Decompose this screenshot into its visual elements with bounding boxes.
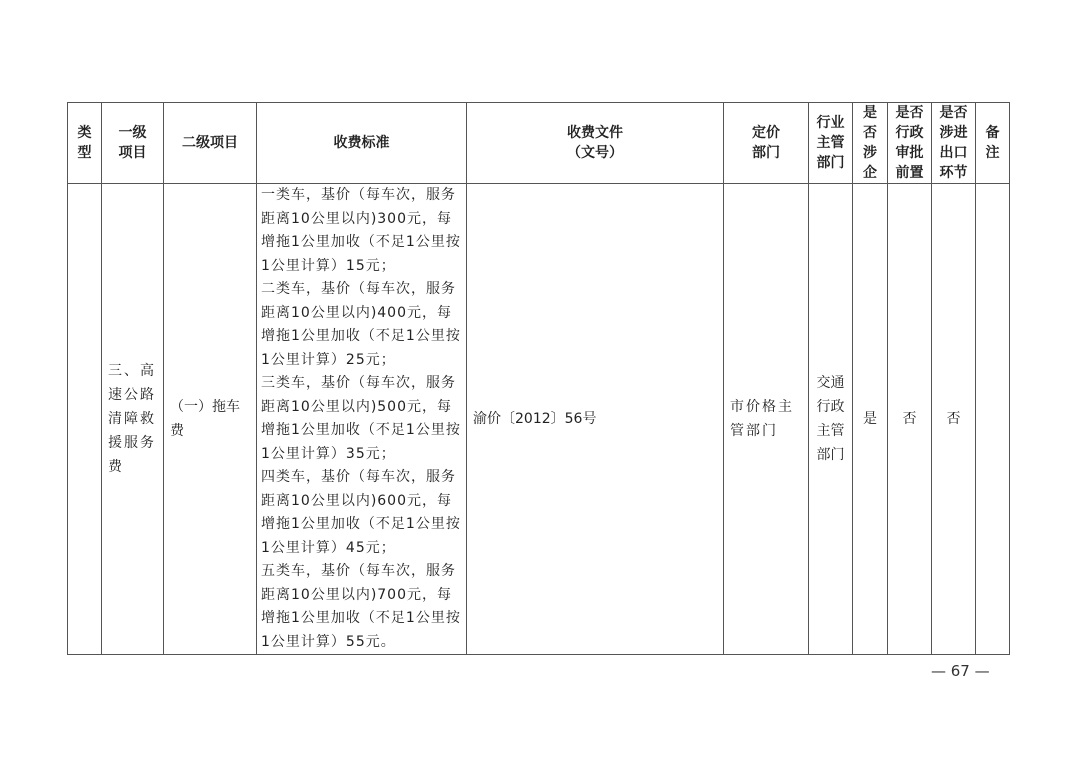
cell-industry-dept: 交通行政主管部门 (809, 184, 853, 655)
header-admin-approval: 是否 行政 审批 前置 (888, 103, 932, 184)
cell-admin-approval: 否 (888, 184, 932, 655)
header-row (68, 103, 1010, 184)
header-type: 类 型 (68, 103, 102, 184)
header-level2: 二级项目 (164, 103, 257, 184)
cell-standard: 一类车，基价（每车次，服务距离10公里以内)300元，每增拖1公里加收（不足1公里按1公里计算）15元； 二类车，基价（每车次，服务距离10公里以内)400元，每增拖1公里加收（不足1公里按1公里计算）25元； 三类车，基价（每车次，服务距离10公里以内)500元，每增拖1公里加收（不足1公里按1公里计算）35元； 四类车，基价（每车次，服务距离10公里以内)600元，每增拖1公里加收（不足1公里按1公里计算）45元； 五类车，基价（每车次，服务距离10公里以内)700元，每增拖1公里加收（不足1公里按1公里计算）55元。 (257, 184, 467, 655)
fee-table (67, 102, 1010, 655)
cell-pricing-dept: 市价格主管部门 (724, 184, 809, 655)
cell-level1: 三、高速公路清障救援服务费 (102, 184, 164, 655)
table-row (68, 184, 1010, 655)
header-document: 收费文件 （文号） (467, 103, 724, 184)
header-enterprise: 是 否 涉 企 (853, 103, 888, 184)
header-import-export: 是否 涉进 出口 环节 (932, 103, 976, 184)
page-number: — 67 — (931, 662, 990, 680)
cell-enterprise: 是 (853, 184, 888, 655)
cell-type (68, 184, 102, 655)
header-level1: 一级 项目 (102, 103, 164, 184)
cell-level2: （一）拖车费 (164, 184, 257, 655)
header-industry-dept: 行业 主管 部门 (809, 103, 853, 184)
cell-remark (976, 184, 1010, 655)
header-standard: 收费标准 (257, 103, 467, 184)
cell-import-export: 否 (932, 184, 976, 655)
header-remark: 备 注 (976, 103, 1010, 184)
cell-document: 渝价〔2012〕56号 (467, 184, 724, 655)
header-pricing-dept: 定价 部门 (724, 103, 809, 184)
